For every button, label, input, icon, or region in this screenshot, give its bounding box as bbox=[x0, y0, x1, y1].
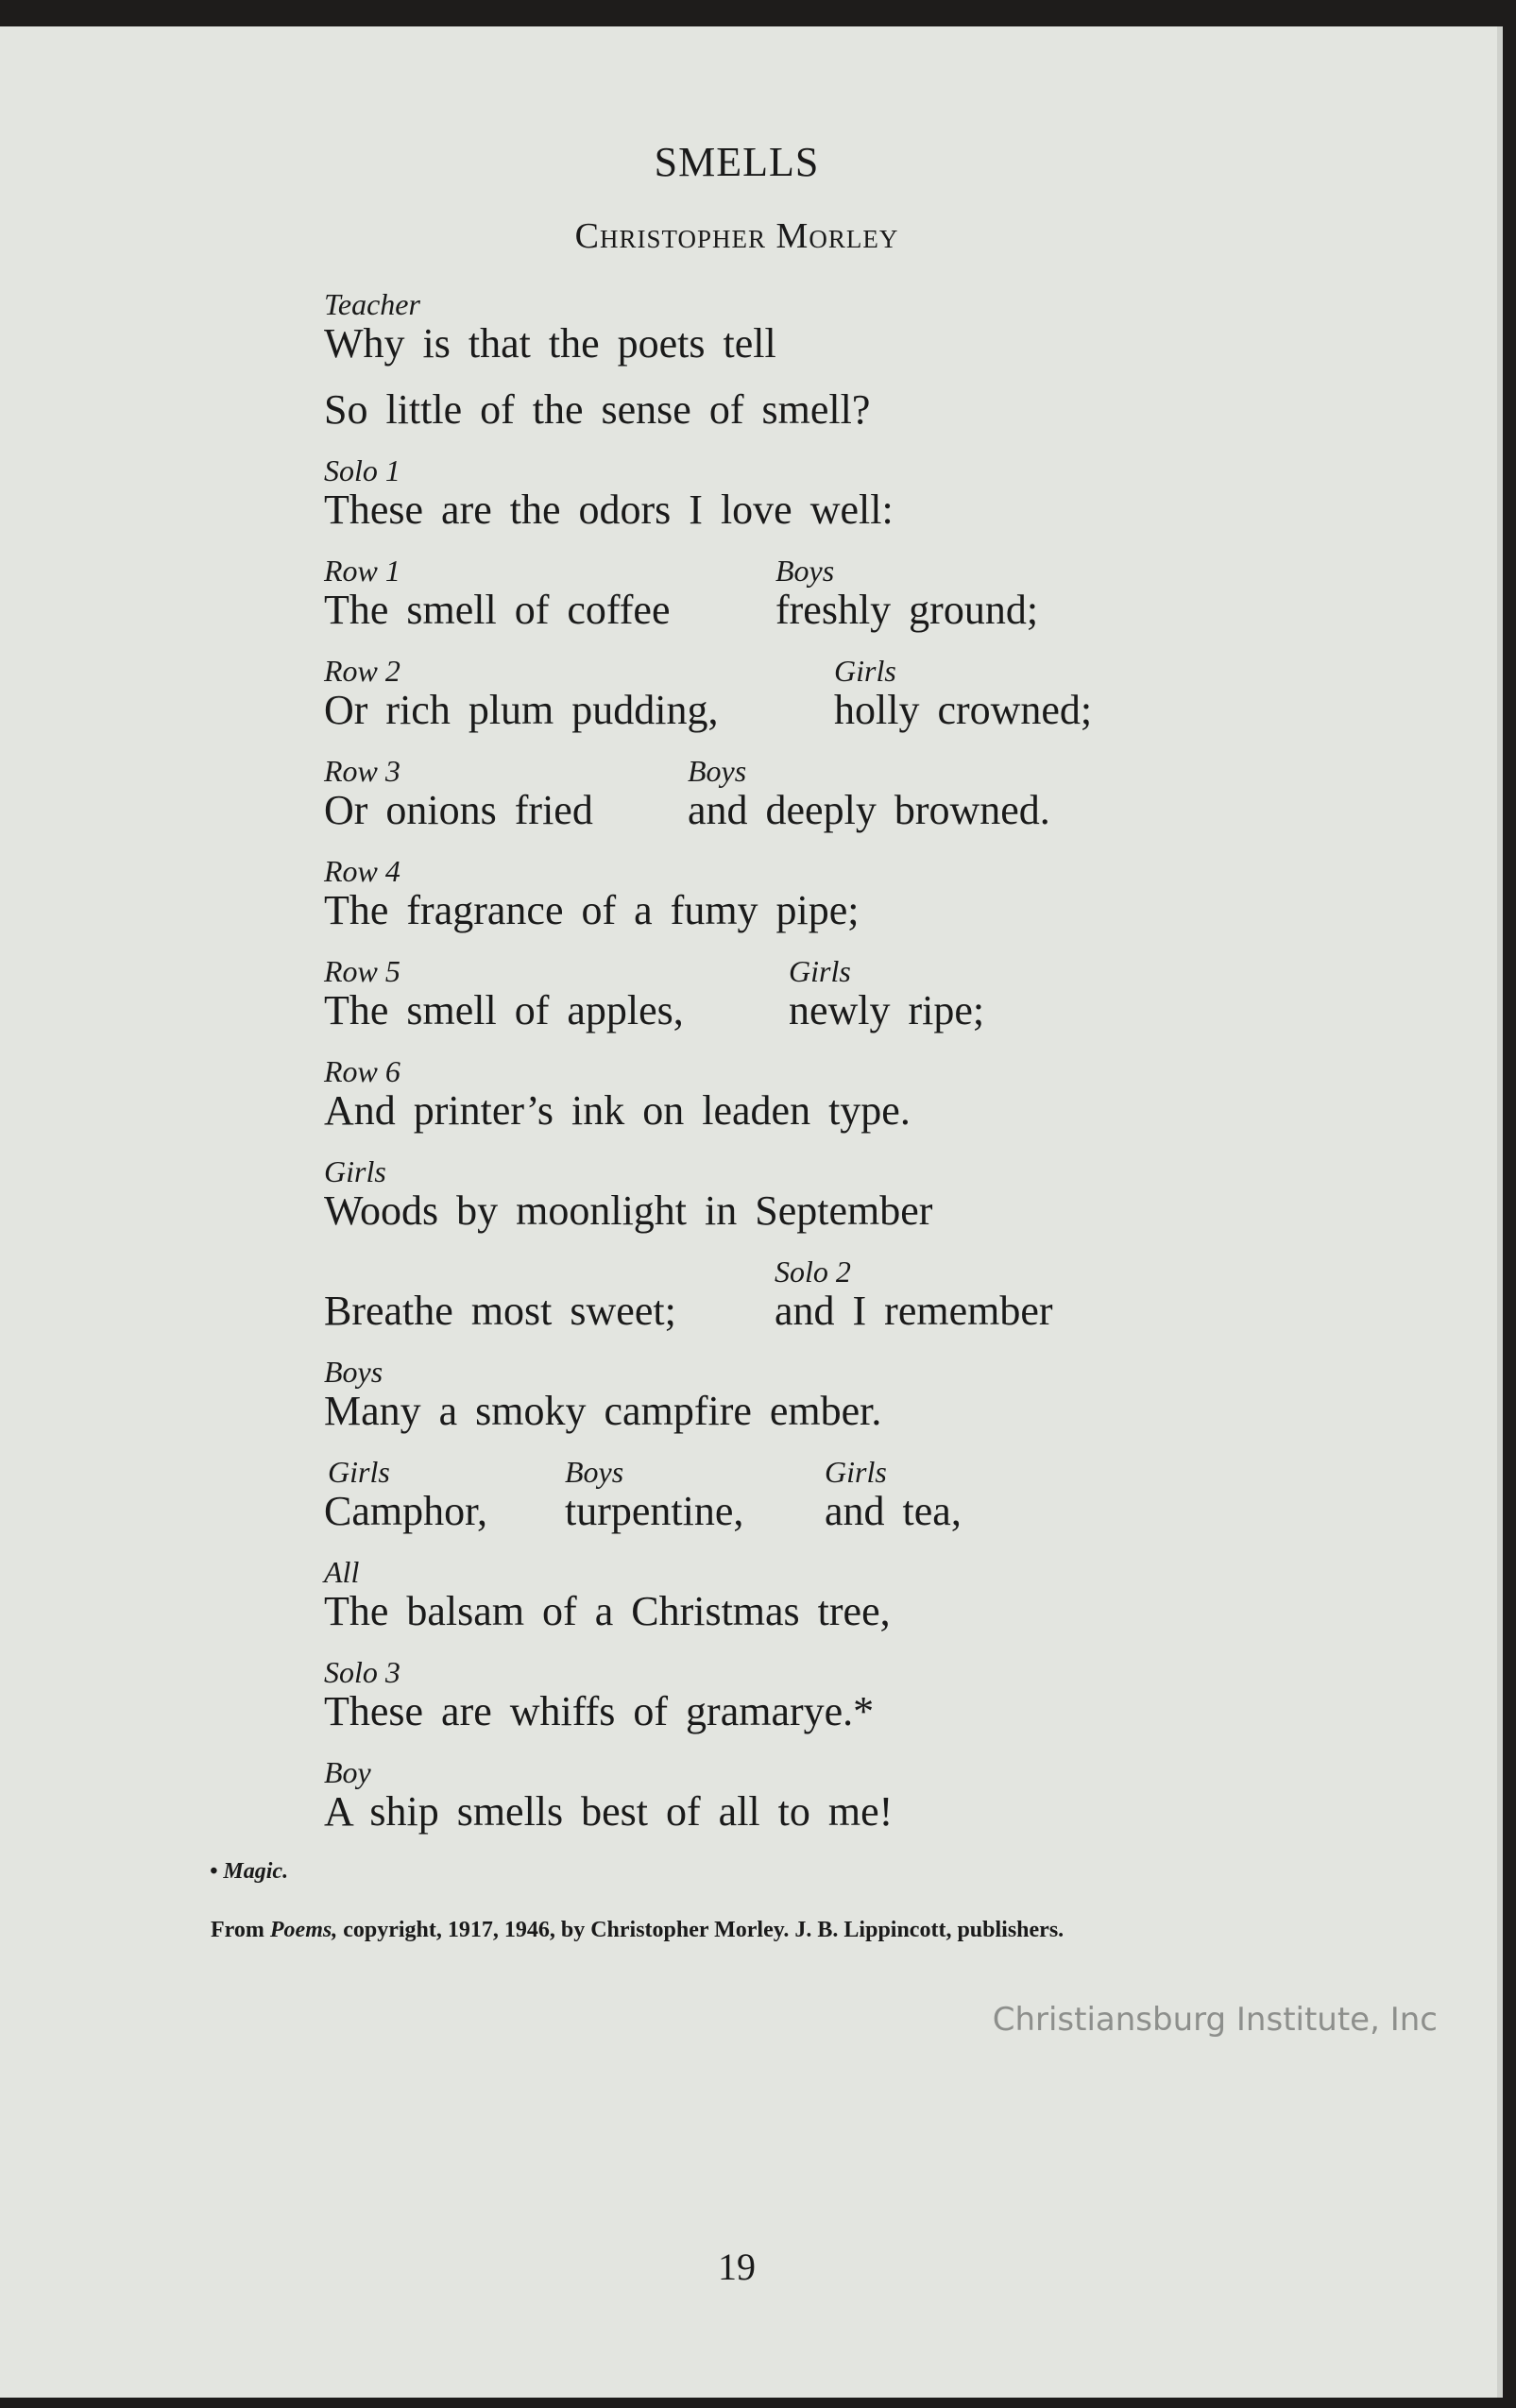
line-text: These are whiffs of gramarye.* bbox=[324, 1688, 875, 1734]
voice-cue: Girls bbox=[834, 654, 896, 688]
voice-cue: Girls bbox=[789, 954, 851, 988]
copyright-credit bbox=[182, 1914, 1273, 1946]
voice-cue: Girls bbox=[825, 1455, 887, 1489]
poem-line bbox=[324, 682, 1269, 748]
voice-cue-row bbox=[324, 1249, 1269, 1289]
credit-prefix: From bbox=[211, 1918, 264, 1942]
voice-cue: Boys bbox=[565, 1455, 624, 1489]
voice-cue-row bbox=[324, 648, 1269, 688]
credit-rest: copyright, 1917, 1946, by Christopher Morley. J. B. Lippincott, publishers. bbox=[343, 1918, 1065, 1942]
voice-cue-row bbox=[324, 1149, 1269, 1188]
voice-cue: Row 2 bbox=[324, 654, 400, 688]
voice-cue-row bbox=[324, 948, 1269, 988]
poem-line bbox=[324, 982, 1269, 1049]
poem-line bbox=[324, 1383, 1269, 1449]
poem-line bbox=[324, 1483, 1269, 1549]
poem-line bbox=[324, 1784, 1269, 1850]
line-text: These are the odors I love well: bbox=[324, 487, 894, 533]
line-text: turpentine, bbox=[565, 1488, 744, 1534]
book-page bbox=[0, 26, 1503, 2398]
voice-cue: Girls bbox=[324, 1154, 386, 1188]
line-text: The balsam of a Christmas tree, bbox=[324, 1588, 891, 1634]
voice-cue-row bbox=[324, 548, 1269, 588]
voice-cue: Boy bbox=[324, 1755, 371, 1789]
line-text: and tea, bbox=[825, 1488, 962, 1534]
line-text: The smell of apples, bbox=[324, 987, 684, 1033]
line-text: freshly ground; bbox=[775, 587, 1039, 633]
voice-cue: Girls bbox=[328, 1455, 390, 1489]
poem-title: SMELLS bbox=[654, 139, 820, 185]
line-text: Why is that the poets tell bbox=[324, 320, 776, 367]
voice-cue: Boys bbox=[775, 554, 835, 588]
line-text: Many a smoky campfire ember. bbox=[324, 1388, 882, 1434]
line-text: Breathe most sweet; bbox=[324, 1288, 676, 1334]
voice-cue: Teacher bbox=[324, 287, 420, 321]
voice-cue-row bbox=[324, 1649, 1269, 1689]
voice-cue: Row 4 bbox=[324, 854, 400, 888]
line-text: Woods by moonlight in September bbox=[324, 1187, 933, 1234]
watermark-text: Christiansburg Institute, Inc bbox=[992, 2001, 1438, 2039]
voice-cue-row bbox=[324, 1750, 1269, 1789]
voice-cue-row bbox=[324, 748, 1269, 788]
poem-line bbox=[324, 882, 1269, 948]
voice-cue: Solo 1 bbox=[324, 453, 400, 487]
voice-cue: Row 5 bbox=[324, 954, 400, 988]
poem-line bbox=[324, 1083, 1269, 1149]
voice-cue: Solo 3 bbox=[324, 1655, 400, 1689]
poem-author: Christopher Morley bbox=[574, 216, 899, 256]
voice-cue-row bbox=[324, 1349, 1269, 1389]
voice-cue-row bbox=[324, 1449, 1269, 1489]
poem-line bbox=[324, 1183, 1269, 1249]
line-text: and deeply browned. bbox=[688, 787, 1050, 833]
line-text: The smell of coffee bbox=[324, 587, 671, 633]
poem-line bbox=[324, 782, 1269, 848]
voice-cue: All bbox=[324, 1555, 360, 1589]
line-text: Or onions fried bbox=[324, 787, 593, 833]
voice-cue-row bbox=[324, 1049, 1269, 1088]
poem-line bbox=[324, 1283, 1269, 1349]
voice-cue-row bbox=[324, 1549, 1269, 1589]
line-text: So little of the sense of smell? bbox=[324, 386, 871, 433]
poem-line bbox=[324, 1683, 1269, 1750]
poem-line bbox=[324, 582, 1269, 648]
voice-cue-row bbox=[324, 282, 1269, 321]
credit-book-title: Poems, bbox=[269, 1918, 338, 1942]
voice-cue: Row 1 bbox=[324, 554, 400, 588]
line-text: A ship smells best of all to me! bbox=[324, 1788, 894, 1835]
voice-cue: Row 6 bbox=[324, 1054, 400, 1088]
footnote: • Magic. bbox=[210, 1859, 289, 1884]
line-text: And printer’s ink on leaden type. bbox=[324, 1087, 911, 1134]
voice-cue: Solo 2 bbox=[775, 1255, 851, 1289]
voice-cue: Boys bbox=[688, 754, 747, 788]
voice-cue: Row 3 bbox=[324, 754, 400, 788]
poem-line bbox=[324, 1583, 1269, 1649]
line-text: newly ripe; bbox=[789, 987, 985, 1033]
voice-cue: Boys bbox=[324, 1355, 383, 1389]
poem-body bbox=[324, 282, 1269, 1850]
poem-line bbox=[324, 482, 1269, 548]
line-text: Or rich plum pudding, bbox=[324, 687, 719, 733]
line-text: Camphor, bbox=[324, 1488, 487, 1534]
line-text: holly crowned; bbox=[834, 687, 1093, 733]
poem-line bbox=[324, 382, 1269, 448]
page-number: 19 bbox=[718, 2246, 756, 2288]
line-text: The fragrance of a fumy pipe; bbox=[324, 887, 860, 933]
line-text: and I remember bbox=[775, 1288, 1053, 1334]
poem-line bbox=[324, 316, 1269, 382]
voice-cue-row bbox=[324, 848, 1269, 888]
voice-cue-row bbox=[324, 448, 1269, 487]
